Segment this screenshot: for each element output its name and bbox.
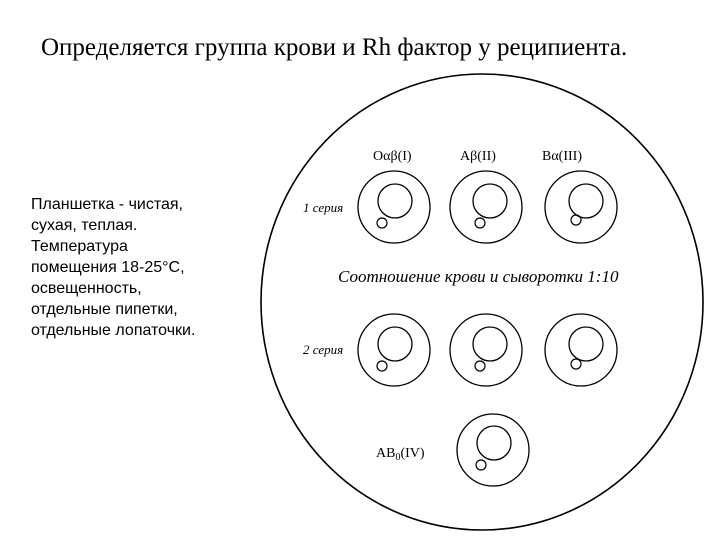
plate-outline xyxy=(261,74,703,530)
well-series1-group3 xyxy=(545,171,617,243)
note-line: сухая, теплая. xyxy=(31,217,138,234)
group-label-4: $AB_0(IV)$ xyxy=(376,446,425,463)
well-series2-group1 xyxy=(358,314,430,386)
note-line: помещения 18-25°С, xyxy=(31,259,185,276)
slide-title: Определяется группа крови и Rh фактор у реципиента. xyxy=(41,34,628,61)
group-label-1: Oαβ(I) xyxy=(373,149,412,164)
note-line: освещенность, xyxy=(31,280,142,297)
well-series2-group3 xyxy=(545,314,617,386)
series-1-label: 1 серия xyxy=(303,200,344,215)
group-label-3: Bα(III) xyxy=(542,149,582,164)
note-line: Температура xyxy=(31,238,128,255)
group-label-2: Aβ(II) xyxy=(460,149,496,164)
series-2-label: 2 серия xyxy=(303,342,344,357)
well-group4 xyxy=(457,414,529,486)
well-series2-group2 xyxy=(450,314,522,386)
ratio-label: Соотношение крови и сыворотки 1:10 xyxy=(338,267,619,286)
note-line: Планшетка - чистая, xyxy=(31,196,183,213)
well-series1-group1 xyxy=(358,171,430,243)
note-line: отдельные пипетки, xyxy=(31,301,178,318)
well-series1-group2 xyxy=(450,171,522,243)
note-line: отдельные лопаточки. xyxy=(31,322,196,339)
